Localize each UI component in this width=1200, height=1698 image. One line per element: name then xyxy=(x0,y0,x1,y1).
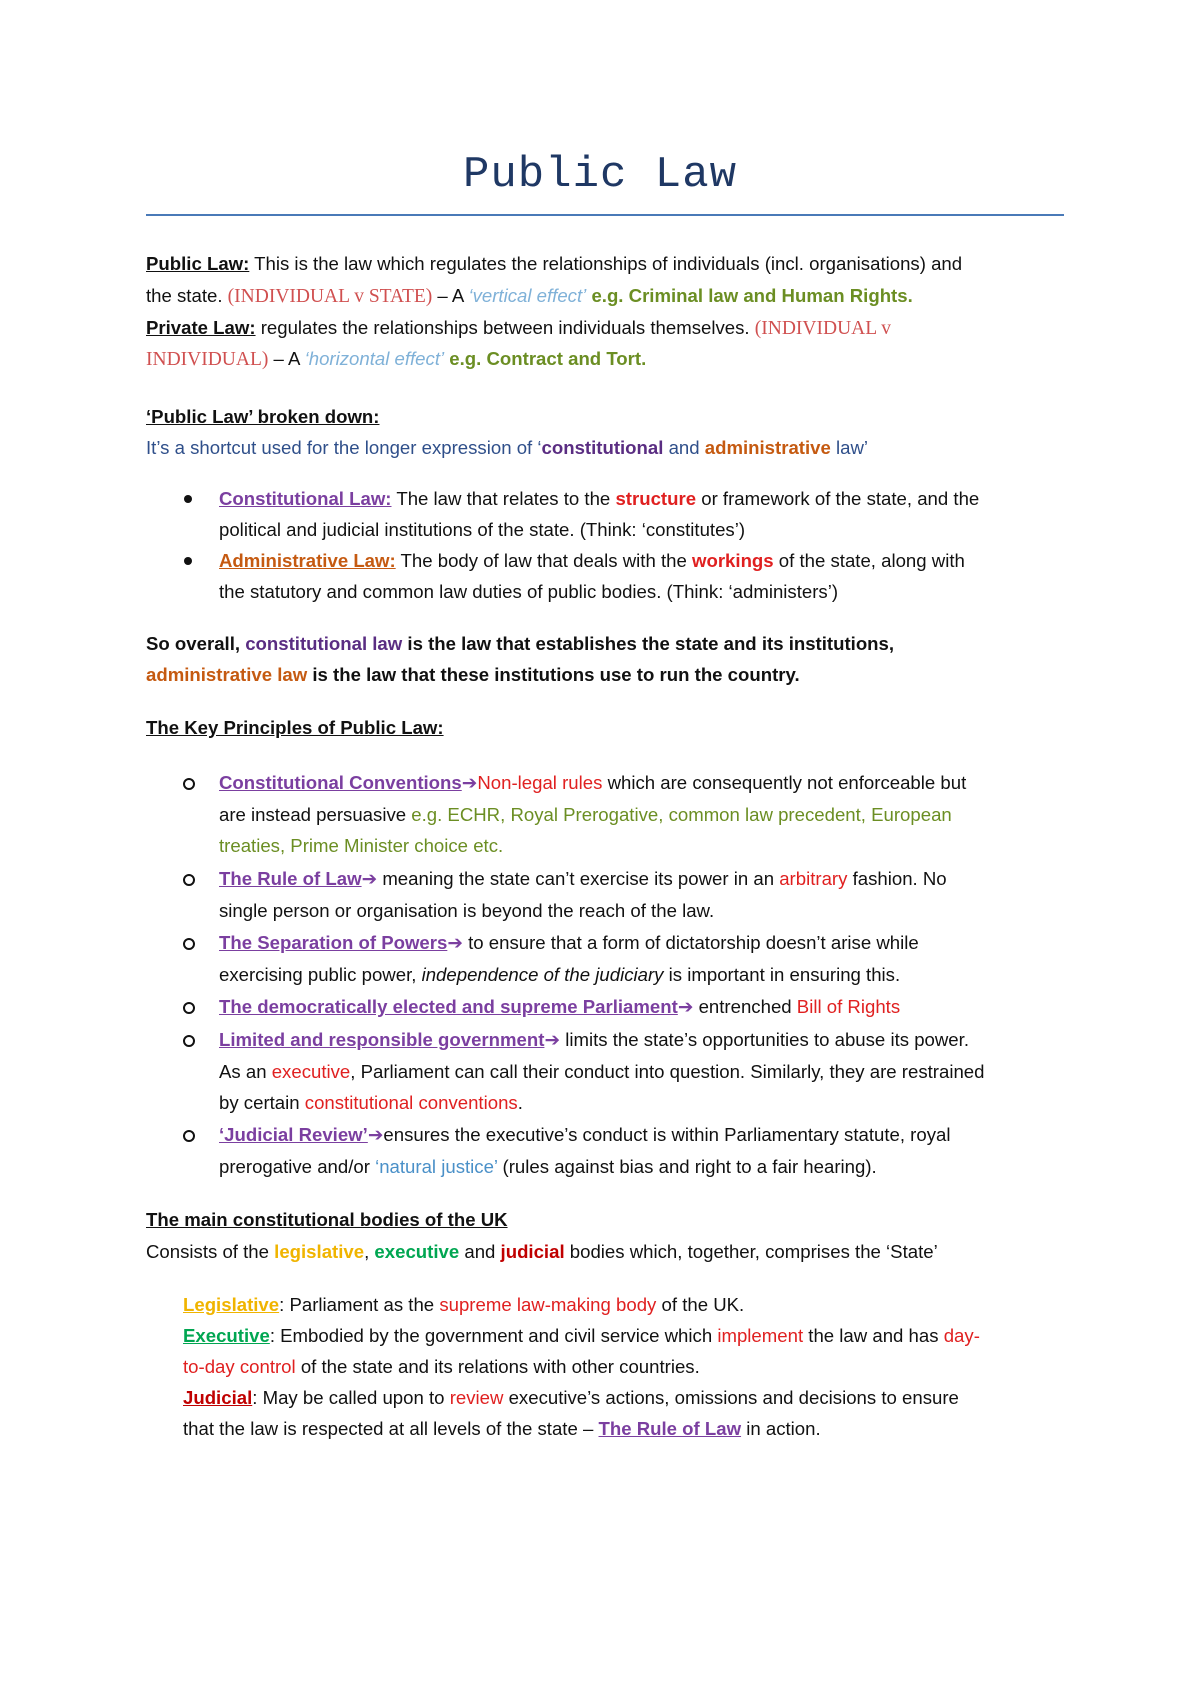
individual-v-individual: (INDIVIDUAL v xyxy=(754,318,892,339)
principle-6-line-2 xyxy=(219,1155,877,1179)
text: to ensure that a form of dictatorship doesn’t arise while xyxy=(462,932,919,953)
bodies-intro xyxy=(146,1240,938,1264)
circle-bullet-icon xyxy=(183,778,195,790)
public-law-term: Public Law: xyxy=(146,253,250,274)
executive-line-1 xyxy=(183,1324,980,1348)
legislative-line xyxy=(183,1293,744,1317)
administrative-law-term: Administrative Law: xyxy=(219,550,396,571)
constitutional-conventions-keyword: constitutional conventions xyxy=(304,1092,518,1113)
workings-keyword: workings xyxy=(692,550,774,571)
section-heading-key-principles: The Key Principles of Public Law: xyxy=(146,717,444,738)
administrative-keyword: administrative xyxy=(704,437,831,458)
text: limits the state’s opportunities to abuse its power. xyxy=(560,1029,969,1050)
judicial-line-2 xyxy=(183,1417,821,1441)
text: . xyxy=(517,1092,523,1113)
convention-examples: e.g. ECHR, Royal Prerogative, common law precedent, European xyxy=(411,804,952,825)
constitutional-keyword: constitutional xyxy=(541,437,664,458)
circle-bullet-icon xyxy=(183,938,195,950)
text: the state. xyxy=(146,285,228,306)
separation-of-powers-term: The Separation of Powers xyxy=(219,932,448,953)
text: are instead persuasive xyxy=(219,804,412,825)
text: – A xyxy=(432,285,469,306)
summary-line-2 xyxy=(146,663,800,687)
text: exercising public power, xyxy=(219,964,422,985)
text: fashion. No xyxy=(847,868,947,889)
page-title: Public Law xyxy=(462,150,738,200)
circle-bullet-icon xyxy=(183,874,195,886)
executive-term: Executive xyxy=(183,1325,270,1346)
private-law-definition-line-1 xyxy=(146,316,891,341)
text: bodies which, together, comprises the ‘State’ xyxy=(564,1241,938,1262)
text: : May be called upon to xyxy=(252,1387,450,1408)
public-law-definition-line-2 xyxy=(146,284,913,309)
text: As an xyxy=(219,1061,272,1082)
text: and xyxy=(663,437,705,458)
text: Consists of the xyxy=(146,1241,275,1262)
constitutional-conventions-term: Constitutional Conventions xyxy=(219,772,462,793)
text: So overall, xyxy=(146,633,246,654)
arbitrary-keyword: arbitrary xyxy=(779,868,848,889)
arrow-right-icon: ➔ xyxy=(367,1124,384,1145)
structure-keyword: structure xyxy=(615,488,697,509)
circle-bullet-icon xyxy=(183,1130,195,1142)
principle-2-line-1 xyxy=(219,867,947,891)
administrative-law-keyword: administrative law xyxy=(146,664,308,685)
principle-5-line-2 xyxy=(219,1060,985,1084)
text: – A xyxy=(268,348,305,369)
text: , xyxy=(364,1241,375,1262)
public-law-definition-line-1 xyxy=(146,252,962,276)
legislative-keyword: legislative xyxy=(274,1241,365,1262)
bullet-icon xyxy=(184,557,192,565)
principle-3-line-2 xyxy=(219,963,900,987)
public-law-examples: e.g. Criminal law and Human Rights. xyxy=(586,285,913,306)
supreme-parliament-term: The democratically elected and supreme Parliament xyxy=(219,996,678,1017)
private-law-term: Private Law: xyxy=(146,317,256,338)
implement-keyword: implement xyxy=(717,1325,804,1346)
text: The body of law that deals with the xyxy=(395,550,692,571)
text: , Parliament can call their conduct into question. Similarly, they are restrained xyxy=(350,1061,985,1082)
text: prerogative and/or xyxy=(219,1156,376,1177)
individual-v-state: (INDIVIDUAL v STATE) xyxy=(227,286,433,307)
text: entrenched xyxy=(693,996,797,1017)
judicial-review-term: ‘Judicial Review’ xyxy=(219,1124,368,1145)
text: and xyxy=(459,1241,501,1262)
executive-keyword: executive xyxy=(374,1241,460,1262)
text: : Parliament as the xyxy=(279,1294,440,1315)
principle-4-line-1 xyxy=(219,995,900,1019)
judicial-keyword: judicial xyxy=(500,1241,565,1262)
executive-line-2 xyxy=(183,1355,700,1379)
section-heading-constitutional-bodies: The main constitutional bodies of the UK xyxy=(146,1209,508,1230)
text: is the law that these institutions use to run the country. xyxy=(307,664,800,685)
principle-5-line-3 xyxy=(219,1091,523,1115)
arrow-right-icon: ➔ xyxy=(447,932,463,953)
legislative-term: Legislative xyxy=(183,1294,280,1315)
text: meaning the state can’t exercise its power in an xyxy=(377,868,780,889)
bullet-icon xyxy=(184,495,192,503)
circle-bullet-icon xyxy=(183,1002,195,1014)
text: is the law that establishes the state and its institutions, xyxy=(402,633,895,654)
vertical-effect: ‘vertical effect’ xyxy=(468,285,587,306)
circle-bullet-icon xyxy=(183,1035,195,1047)
constitutional-law-line-2: political and judicial institutions of the state. (Think: ‘constitutes’) xyxy=(219,519,746,540)
text: regulates the relationships between individuals themselves. xyxy=(255,317,755,338)
text: : Embodied by the government and civil service which xyxy=(269,1325,718,1346)
principle-1-line-1 xyxy=(219,771,966,795)
text: (rules against bias and right to a fair hearing). xyxy=(497,1156,877,1177)
horizontal-effect: ‘horizontal effect’ xyxy=(304,348,445,369)
text: executive’s actions, omissions and decisions to ensure xyxy=(503,1387,959,1408)
principle-5-line-1 xyxy=(219,1028,969,1052)
administrative-law-line-1 xyxy=(219,549,965,573)
text: which are consequently not enforceable but xyxy=(602,772,967,793)
limited-government-term: Limited and responsible government xyxy=(219,1029,545,1050)
text: It’s a shortcut used for the longer expression of ‘ xyxy=(146,437,542,458)
principle-1-line-2 xyxy=(219,803,952,827)
constitutional-law-line-1 xyxy=(219,487,979,511)
principle-3-line-1 xyxy=(219,931,919,955)
private-law-definition-line-2 xyxy=(146,347,646,372)
rule-of-law-reference: The Rule of Law xyxy=(598,1418,742,1439)
principle-1-line-3: treaties, Prime Minister choice etc. xyxy=(219,835,504,856)
title-underline xyxy=(146,214,1064,216)
judicial-term: Judicial xyxy=(183,1387,253,1408)
arrow-right-icon: ➔ xyxy=(461,772,478,793)
judiciary-independence: independence of the judiciary xyxy=(421,964,664,985)
text: by certain xyxy=(219,1092,305,1113)
text: of the state, along with xyxy=(773,550,965,571)
text: or framework of the state, and the xyxy=(696,488,980,509)
private-law-examples: e.g. Contract and Tort. xyxy=(444,348,647,369)
text: of the UK. xyxy=(656,1294,745,1315)
text: that the law is respected at all levels of the state – xyxy=(183,1418,599,1439)
text: in action. xyxy=(741,1418,821,1439)
broken-down-intro xyxy=(146,436,868,460)
bill-of-rights-keyword: Bill of Rights xyxy=(796,996,901,1017)
day-to-day-control-keyword: to-day control xyxy=(183,1356,296,1377)
summary-line-1 xyxy=(146,632,894,656)
judicial-line-1 xyxy=(183,1386,959,1410)
text: the law and has xyxy=(803,1325,944,1346)
text: The law that relates to the xyxy=(391,488,616,509)
principle-2-line-2: single person or organisation is beyond the reach of the law. xyxy=(219,900,715,921)
text: law’ xyxy=(830,437,869,458)
text: This is the law which regulates the relationships of individuals (incl. organisations) and xyxy=(249,253,963,274)
text: is important in ensuring this. xyxy=(663,964,901,985)
rule-of-law-term: The Rule of Law xyxy=(219,868,362,889)
constitutional-law-term: Constitutional Law: xyxy=(219,488,392,509)
non-legal-rules-keyword: Non-legal rules xyxy=(477,772,603,793)
text: ensures the executive’s conduct is within Parliamentary statute, royal xyxy=(383,1124,951,1145)
review-keyword: review xyxy=(449,1387,504,1408)
arrow-right-icon: ➔ xyxy=(361,868,378,889)
natural-justice-keyword: ‘natural justice’ xyxy=(375,1156,498,1177)
section-heading-broken-down: ‘Public Law’ broken down: xyxy=(146,406,380,427)
text: of the state and its relations with other countries. xyxy=(295,1356,700,1377)
individual-v-individual-cont: INDIVIDUAL) xyxy=(146,349,269,370)
principle-6-line-1 xyxy=(219,1123,950,1147)
law-making-body-keyword: supreme law-making body xyxy=(439,1294,657,1315)
executive-keyword: executive xyxy=(271,1061,351,1082)
administrative-law-line-2: the statutory and common law duties of public bodies. (Think: ‘administers’) xyxy=(219,581,839,602)
constitutional-law-keyword: constitutional law xyxy=(245,633,403,654)
arrow-right-icon: ➔ xyxy=(677,996,694,1017)
arrow-right-icon: ➔ xyxy=(544,1029,561,1050)
day-to-day-keyword: day- xyxy=(943,1325,980,1346)
